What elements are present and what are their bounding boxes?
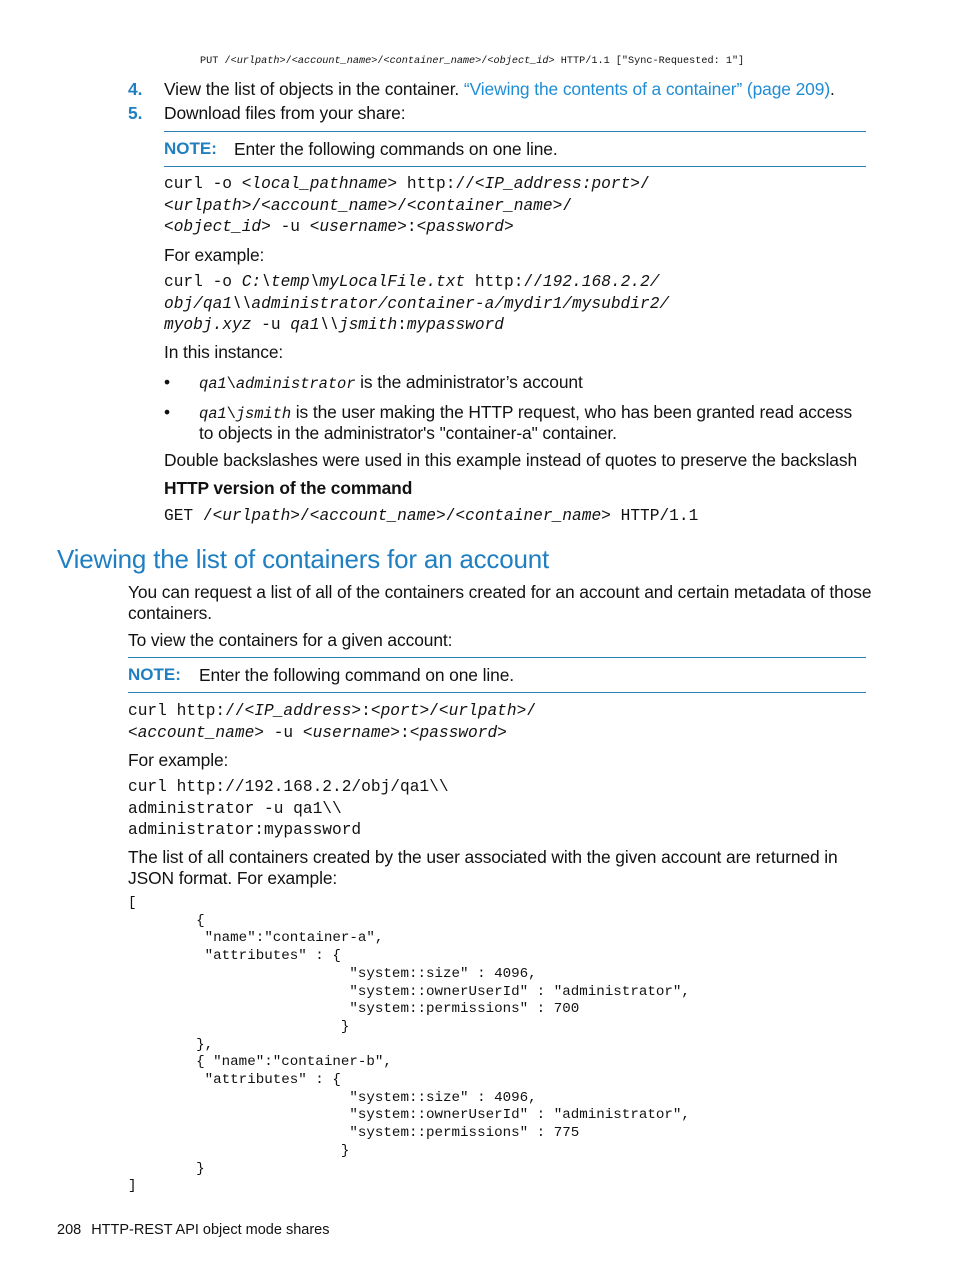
code-param: <username> <box>309 218 407 236</box>
step-4-label: View the list of objects in the container. <box>164 79 464 99</box>
json-line: } <box>128 1018 350 1035</box>
json-intro-line-2: JSON format. For example: <box>128 868 338 888</box>
code-param: myobj.xyz <box>164 316 252 334</box>
code-text: / <box>300 507 310 525</box>
code-text: curl http:// <box>128 702 245 720</box>
code-param: <urlpath> <box>212 507 301 525</box>
code-text: / <box>640 175 650 193</box>
put-account-name: <account_name> <box>291 56 378 67</box>
note-label: NOTE: <box>164 139 217 158</box>
code-param: C:\temp\myLocalFile.txt <box>241 273 466 291</box>
section-title: Viewing the list of containers for an account <box>57 544 550 574</box>
for-example-label: For example: <box>164 245 265 265</box>
code-param: <container_name> <box>406 196 563 215</box>
code-line: administrator -u qa1\\ <box>128 799 342 818</box>
step-4-text <box>164 79 835 100</box>
code-text: -u <box>264 723 303 742</box>
code-text: : <box>397 316 407 334</box>
bullet-dot: • <box>164 372 170 392</box>
code-text: : <box>400 723 410 742</box>
note-label: NOTE: <box>128 665 181 684</box>
code-text: \ <box>226 405 236 423</box>
code-param: <password> <box>416 218 514 236</box>
put-object-id: <object_id> <box>487 56 555 67</box>
curl-list-example <box>128 777 449 842</box>
bullet-item-administrator <box>199 372 583 395</box>
code-text: / <box>251 196 262 215</box>
step-5-number: 5. <box>128 103 143 123</box>
page-footer <box>57 1222 329 1238</box>
http-version-heading: HTTP version of the command <box>164 478 413 498</box>
json-line: { "name":"container-b", <box>128 1054 392 1071</box>
json-line: } <box>128 1142 350 1159</box>
bullet-text-continued: to objects in the administrator's "container-a" container. <box>199 423 617 443</box>
code-param: qa1 <box>199 375 227 393</box>
code-text: / <box>562 196 573 215</box>
section-intro-line-1: You can request a list of all of the containers created for an account and certain metadata of those <box>128 582 872 602</box>
json-line: "system::ownerUserId" : "administrator", <box>128 1107 690 1124</box>
json-line: "system::size" : 4096, <box>128 965 537 982</box>
double-backslash-note: Double backslashes were used in this example instead of quotes to preserve the backslash <box>164 450 858 470</box>
code-param: <container_name> <box>455 507 611 525</box>
step-4-period: . <box>830 79 835 99</box>
json-line: "attributes" : { <box>128 948 341 965</box>
json-example <box>128 895 690 1196</box>
note-text: Enter the following commands on one line. <box>234 139 558 159</box>
code-param: jsmith <box>235 405 292 423</box>
json-line: [ <box>128 895 137 911</box>
code-text: http:// <box>397 175 475 193</box>
note-bottom-rule <box>128 692 866 693</box>
code-param: <urlpath> <box>438 702 527 720</box>
put-prefix: PUT / <box>200 56 231 67</box>
code-line: administrator:mypassword <box>128 821 362 839</box>
step-4-number: 4. <box>128 79 143 99</box>
put-sep: / <box>285 56 292 67</box>
section-instruction: To view the containers for a given account: <box>128 630 453 650</box>
code-text: / <box>429 702 439 720</box>
json-line: "name":"container-a", <box>128 930 384 947</box>
in-this-instance-label: In this instance: <box>164 342 284 362</box>
json-line: "system::permissions" : 700 <box>128 1001 580 1018</box>
json-line: "system::ownerUserId" : "administrator", <box>128 983 690 1000</box>
code-text: HTTP/1.1 <box>610 507 699 525</box>
code-param: <port> <box>370 702 430 720</box>
code-param: qa1 <box>199 405 227 423</box>
code-line: curl http://192.168.2.2/obj/qa1\\ <box>128 778 449 796</box>
json-line: "attributes" : { <box>128 1072 341 1089</box>
code-param: qa1\\jsmith <box>290 316 398 334</box>
code-param: <local_pathname> <box>241 175 398 193</box>
code-text: curl -o <box>164 273 242 291</box>
put-sep: / <box>377 56 384 67</box>
curl-list-syntax <box>128 701 536 744</box>
json-line: }, <box>128 1036 214 1053</box>
code-text: http:// <box>465 273 543 291</box>
code-text: : <box>361 702 371 720</box>
json-line: "system::size" : 4096, <box>128 1089 537 1106</box>
code-text: / <box>526 702 537 720</box>
viewing-contents-link[interactable]: “Viewing the contents of a container” (page 209) <box>463 79 831 99</box>
code-text: : <box>406 218 417 236</box>
page-number: 208 <box>57 1222 82 1238</box>
put-sep: / <box>481 56 488 67</box>
curl-download-syntax <box>164 174 650 239</box>
code-text: -u <box>270 218 310 236</box>
code-param: <account_name> <box>309 507 446 525</box>
footer-title: HTTP-REST API object mode shares <box>91 1222 330 1238</box>
code-text: -u <box>251 316 291 334</box>
put-suffix: HTTP/1.1 ["Sync-Requested: 1"] <box>554 56 745 67</box>
note-text: Enter the following command on one line. <box>199 665 515 685</box>
note-top-rule <box>164 131 866 132</box>
json-line: ] <box>128 1178 137 1195</box>
bullet-text: is the administrator’s account <box>355 372 583 392</box>
code-param: <IP_address> <box>244 702 362 720</box>
code-text: curl -o <box>164 175 242 193</box>
code-param: mypassword <box>406 316 505 334</box>
code-param: <account_name> <box>128 723 264 742</box>
bullet-dot: • <box>164 402 170 422</box>
curl-download-example <box>164 272 669 337</box>
code-text: \ <box>226 375 236 393</box>
code-text: / <box>445 507 456 525</box>
code-param: <IP_address:port> <box>474 175 641 193</box>
bullet-text: is the user making the HTTP request, who has been granted read access <box>291 402 853 422</box>
put-urlpath: <urlpath> <box>230 56 286 67</box>
put-container-name: <container_name> <box>383 56 482 67</box>
json-line: } <box>128 1160 205 1177</box>
step-5-text: Download files from your share: <box>164 103 406 123</box>
for-example-label: For example: <box>128 750 229 770</box>
code-text: / <box>397 196 407 215</box>
code-param: obj/qa1\\administrator/container-a/mydir1/mysubdir2/ <box>164 294 670 313</box>
note-bottom-rule <box>164 166 866 167</box>
put-command <box>200 56 744 67</box>
note-top-rule <box>128 657 866 658</box>
json-line: "system::permissions" : 775 <box>128 1125 580 1142</box>
code-param: 192.168.2.2/ <box>542 273 660 291</box>
json-intro-line-1: The list of all containers created by the user associated with the given account are returned in <box>128 847 838 867</box>
get-command <box>164 506 698 528</box>
section-intro-line-2: containers. <box>128 603 212 623</box>
code-param: <username> <box>302 723 401 742</box>
code-param: <urlpath> <box>164 196 252 215</box>
code-param: <account_name> <box>261 196 398 215</box>
code-param: <password> <box>409 723 507 742</box>
code-param: administrator <box>235 375 356 393</box>
code-text: GET / <box>164 507 213 525</box>
json-line: { <box>128 912 205 929</box>
bullet-item-jsmith <box>199 402 852 425</box>
code-param: <object_id> <box>164 218 271 236</box>
